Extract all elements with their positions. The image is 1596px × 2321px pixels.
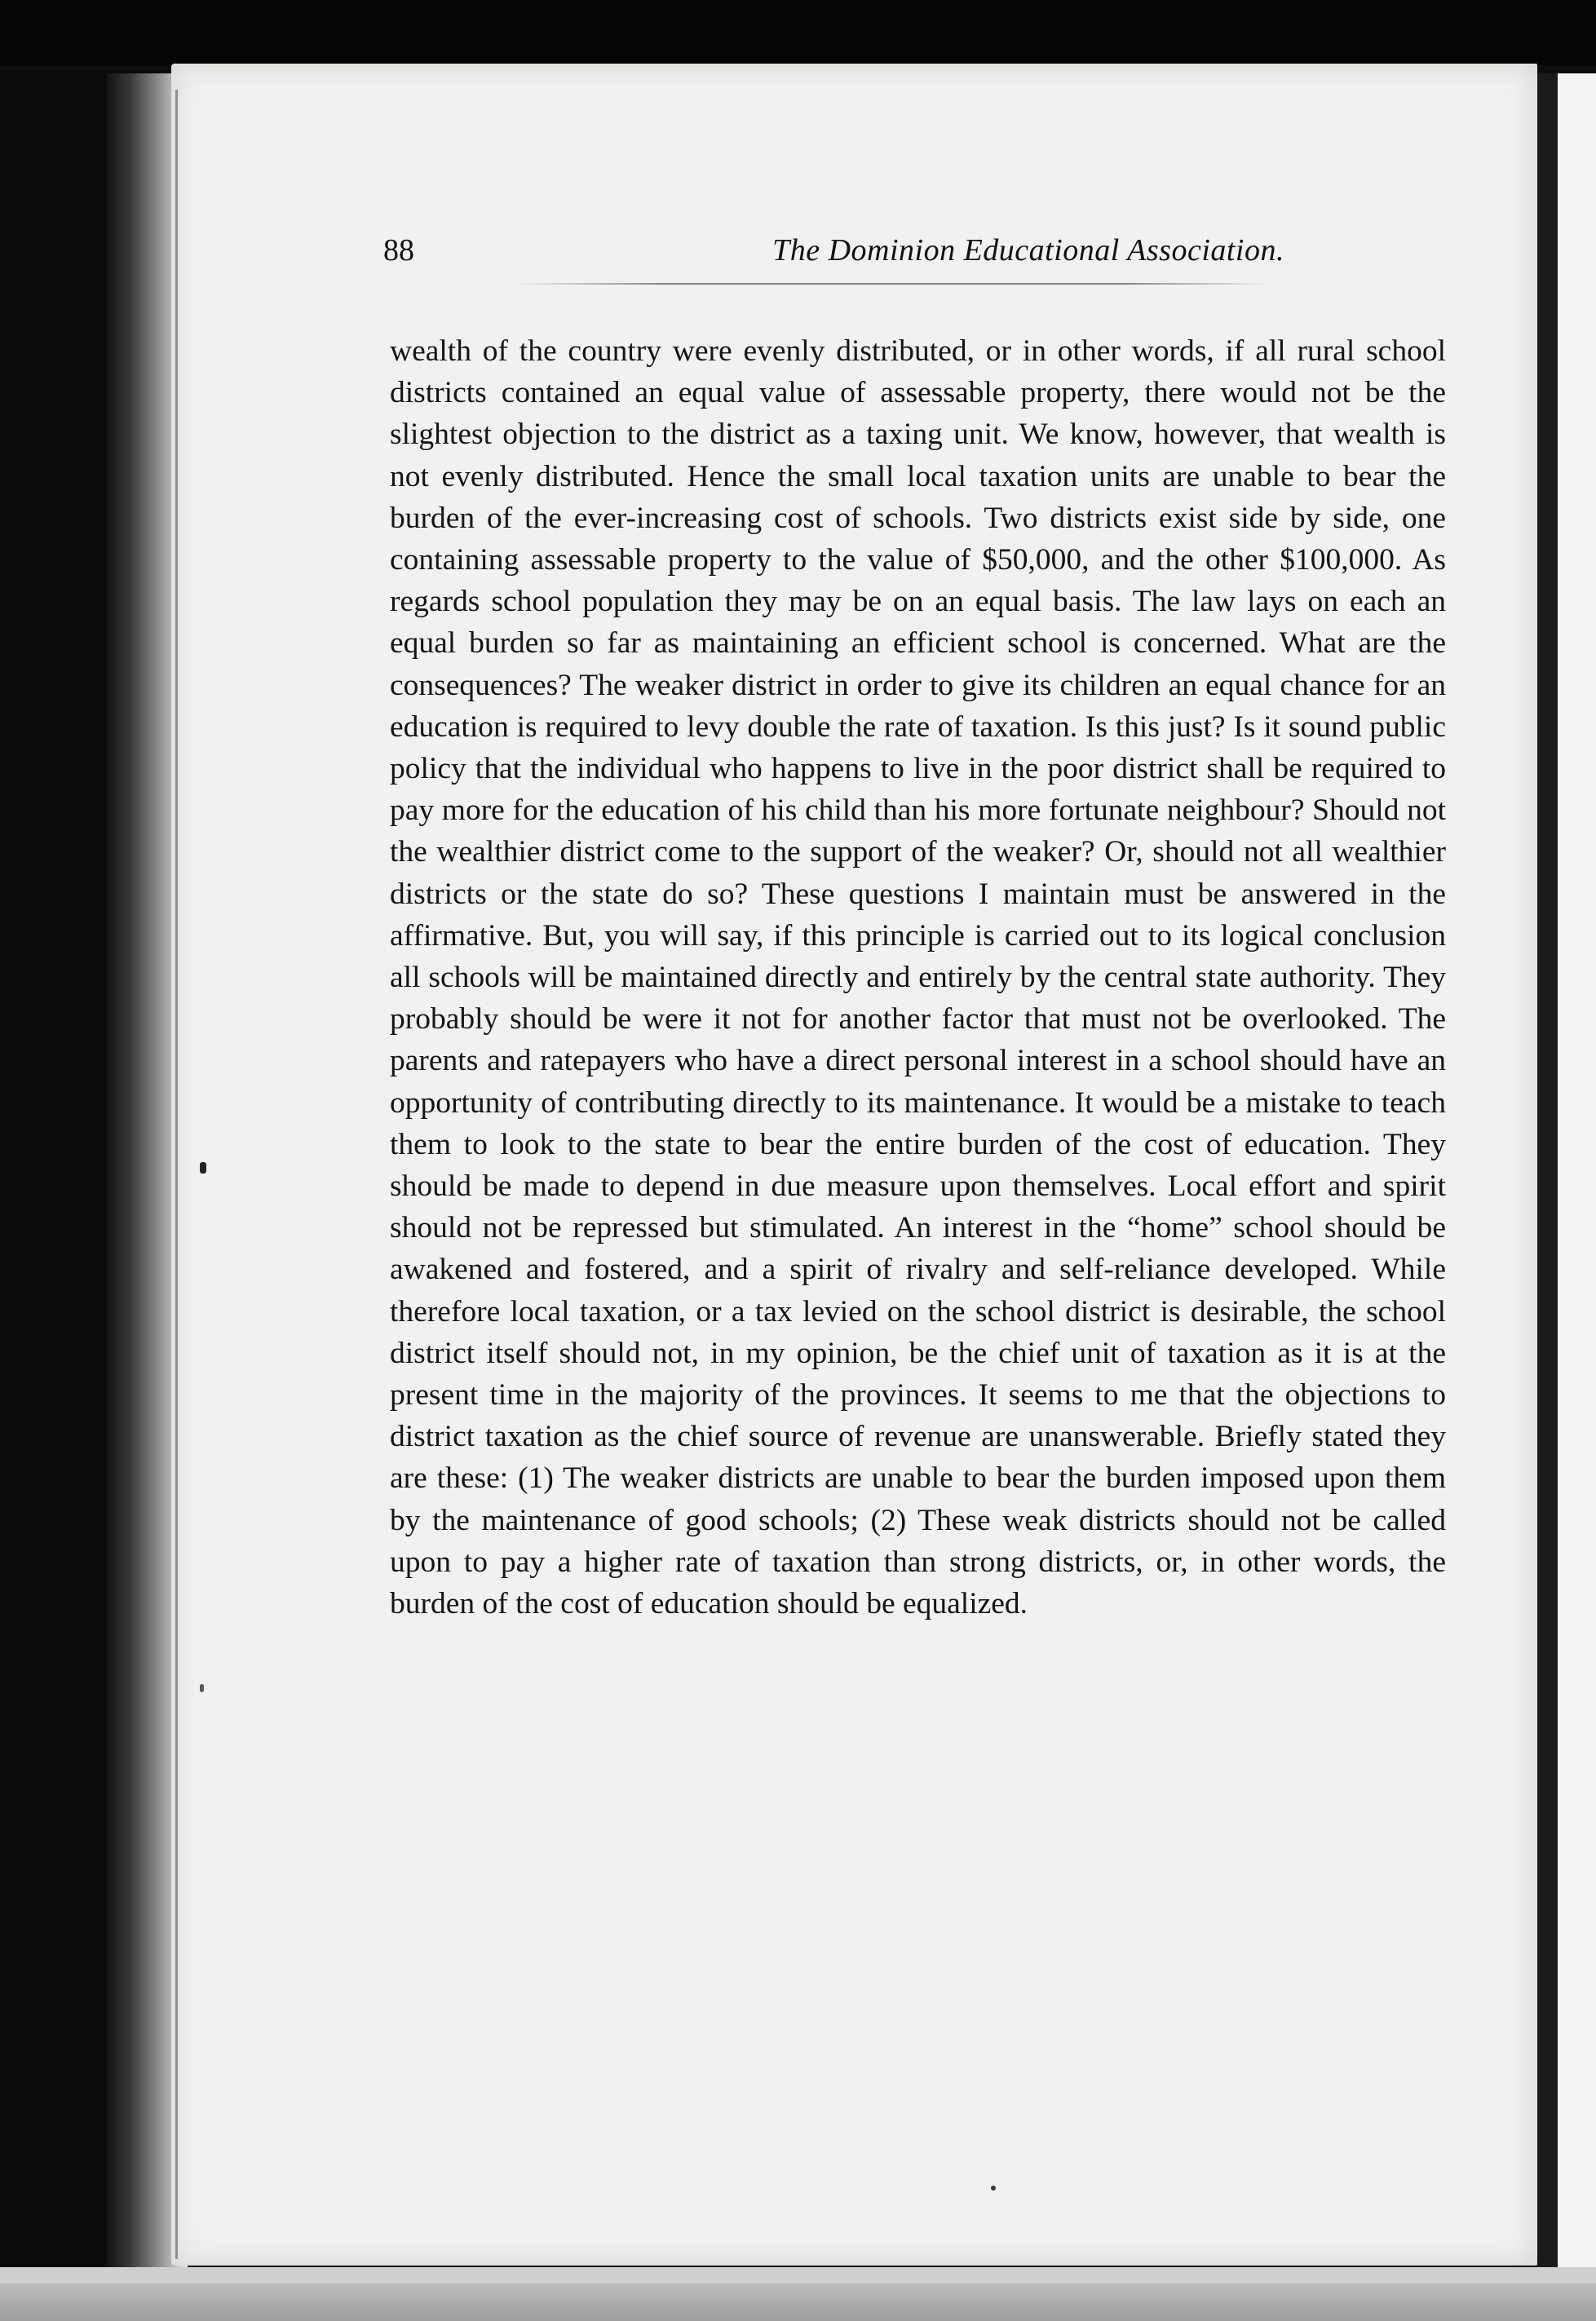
margin-speck <box>200 1162 206 1174</box>
gutter-line <box>175 90 178 2259</box>
running-header <box>383 232 1284 281</box>
running-title: The Dominion Educational Association. <box>772 233 1284 267</box>
page-number: 88 <box>383 233 414 267</box>
margin-speck <box>200 1684 204 1692</box>
page-speck <box>991 2186 996 2191</box>
scan-right-margin <box>1558 73 1596 2321</box>
scan-bottom-shadow <box>0 2283 1596 2321</box>
body-paragraph: wealth of the country were evenly distributed, or in other words, if all rural school districts contained an equal value of assessable property, there would not be the slightest objection to the district as a taxing unit. We know, however, that wealth is not evenly distributed. Hence the small local taxation units are unable to bear the burden of the ever-increasing cost of schools. Two districts exist side by side, one containing assessable property to the value of $50,000, and the other $100,000. As regards school population they may be on an equal basis. The law lays on each an equal burden so far as maintaining an efficient school is concerned. What are the consequences? The weaker district in order to give its children an equal chance for an education is required to levy double the rate of taxation. Is this just? Is it sound public policy that the individual who happens to live in the poor district shall be required to pay more for the education of his child than his more fortunate neighbour? Should not the wealthier district come to the support of the weaker? Or, should not all wealthier districts or the state do so? These questions I maintain must be answered in the affirmative. But, you will say, if this principle is carried out to its logical conclusion all schools will be maintained directly and entirely by the central state authority. They probably should be were it not for another factor that must not be overlooked. The parents and ratepayers who have a direct personal interest in a school should have an opportunity of contributing directly to its maintenance. It would be a mistake to teach them to look to the state to bear the entire burden of the cost of education. They should be made to depend in due measure upon themselves. Local effort and spirit should not be repressed but stimulated. An interest in the “home” school should be awakened and fostered, and a spirit of rivalry and self-reliance developed. While therefore local taxation, or a tax levied on the school district is desirable, the school district itself should not, in my opinion, be the chief unit of taxation as it is at the present time in the majority of the provinces. It seems to me that the objections to district taxation as the chief source of revenue are unanswerable. Briefly stated they are these: (1) The weaker districts are unable to bear the burden imposed upon them by the maintenance of good schools; (2) These weak districts should not be called upon to pay a higher rate of taxation than strong districts, or, in other words, the burden of the cost of education should be equalized. <box>390 334 1446 1621</box>
scan-right-border <box>1537 73 1558 2292</box>
header-rule <box>514 283 1272 285</box>
scan-top-border <box>0 0 1596 65</box>
